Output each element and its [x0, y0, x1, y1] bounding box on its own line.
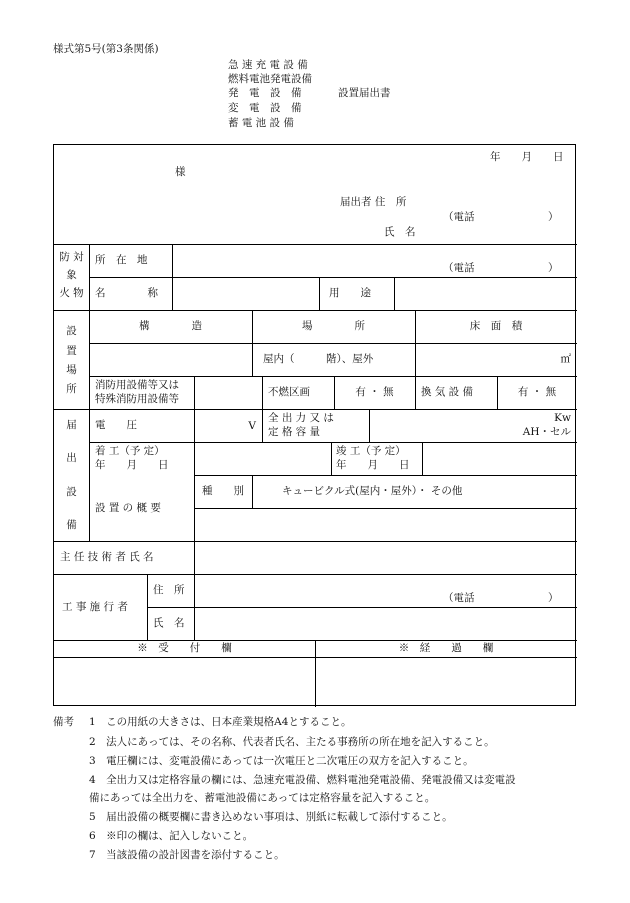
finish-label-1: 竣 工（予 定） [336, 445, 406, 457]
equip-group-label-4: 備 [66, 519, 77, 531]
application-form [53, 144, 576, 706]
contractor-name-label: 氏 名 [153, 617, 185, 629]
addressee-honorific: 様 [175, 166, 186, 178]
ventilation-yes-no[interactable]: 有 ・ 無 [517, 386, 557, 398]
start-label-2: 年 月 日 [95, 459, 169, 471]
noncombustible-yes-no[interactable]: 有 ・ 無 [355, 386, 394, 398]
target-group-label-3: 火 物 [59, 287, 84, 299]
reception-header: ※ 受 付 欄 [137, 642, 232, 654]
note-6: 6 ※印の欄は、記入しないこと。 [89, 830, 254, 842]
note-2: 2 法人にあっては、その名称、代表者氏名、主たる事務所の所在地を記入すること。 [89, 736, 495, 748]
date-field[interactable]: 年 月 日 [490, 151, 564, 163]
title-type-1: 急 速 充 電 設 備 [228, 59, 308, 71]
floor-area-unit: ㎡ [560, 353, 571, 365]
indoor-outdoor-field[interactable]: 屋内（ 階）、屋外 [263, 353, 374, 365]
type-label: 種 別 [202, 485, 244, 497]
output-unit-kw: Kw [554, 412, 571, 424]
equip-group-label-1: 届 [66, 419, 77, 431]
applicant-name-label: 氏 名 [384, 226, 416, 238]
floor-area-header: 床 面 積 [469, 320, 523, 332]
type-value[interactable]: キュービクル式(屋内・屋外）・ その他 [282, 485, 463, 497]
note-4: 4 全出力又は定格容量の欄には、急速充電設備、燃料電池発電設備、発電設備又は変電設 [89, 774, 516, 786]
note-7: 7 当該設備の設計図書を添付すること。 [89, 849, 285, 861]
title-type-2: 燃料電池発電設備 [228, 73, 312, 85]
structure-header: 構 造 [139, 320, 202, 332]
overview-label: 設 置 の 概 要 [95, 502, 161, 514]
equipment-label-2: 特殊消防用設備等 [95, 393, 179, 405]
note-4-continued: 備にあっては全出力を、蓄電池設備にあっては定格容量を記入すること。 [89, 792, 436, 804]
place-header: 場 所 [302, 320, 365, 332]
target-group-label-1: 防 対 [59, 251, 84, 263]
output-label-2: 定 格 容 量 [268, 426, 321, 438]
note-1: 1 この用紙の大きさは、日本産業規格A4とすること。 [89, 716, 352, 728]
target-group-label-2: 象 [66, 269, 77, 281]
form-number: 様式第5号(第3条関係) [53, 43, 159, 55]
note-3: 3 電圧欄には、変電設備にあっては一次電圧と二次電圧の双方を記入すること。 [89, 755, 474, 767]
equip-group-label-2: 出 [66, 452, 77, 464]
property-name-label: 名 称 [95, 287, 158, 299]
equip-group-label-3: 設 [66, 486, 77, 498]
equipment-label-1: 消防用設備等又は [95, 379, 179, 391]
title-type-5: 蓄 電 池 設 備 [228, 117, 294, 129]
site-group-label-2: 置 [66, 345, 77, 357]
applicant-phone[interactable]: （電話 ） [443, 211, 559, 223]
voltage-unit: V [248, 420, 256, 432]
contractor-label: 工 事 施 行 者 [62, 601, 128, 613]
use-label: 用 途 [329, 287, 371, 299]
note-5: 5 届出設備の概要欄に書き込めない事項は、別紙に転載して添付すること。 [89, 811, 453, 823]
site-group-label-1: 設 [66, 325, 77, 337]
location-phone[interactable]: （電話 ） [443, 262, 559, 274]
contractor-phone[interactable]: （電話 ） [443, 592, 559, 604]
finish-label-2: 年 月 日 [336, 459, 410, 471]
location-label: 所 在 地 [95, 254, 148, 266]
start-label-1: 着 工（予 定） [95, 445, 165, 457]
contractor-address-label: 住 所 [153, 584, 185, 596]
title-type-4: 変 電 設 備 [228, 102, 302, 114]
chief-engineer-label: 主 任 技 術 者 氏 名 [60, 551, 154, 563]
progress-header: ※ 経 過 欄 [398, 642, 494, 654]
site-group-label-4: 所 [66, 383, 77, 395]
voltage-label: 電 圧 [95, 419, 137, 431]
output-label-1: 全 出 力 又 は [268, 412, 334, 424]
ventilation-label: 換 気 設 備 [421, 386, 474, 398]
title-suffix: 設置届出書 [338, 87, 391, 99]
output-unit-ah: AH・セル [522, 426, 571, 438]
applicant-address-label: 届出者 住 所 [340, 196, 407, 208]
notes-head: 備考 [53, 716, 74, 728]
noncombustible-label: 不燃区画 [268, 386, 310, 398]
site-group-label-3: 場 [66, 364, 77, 376]
title-type-3: 発 電 設 備 [228, 87, 302, 99]
